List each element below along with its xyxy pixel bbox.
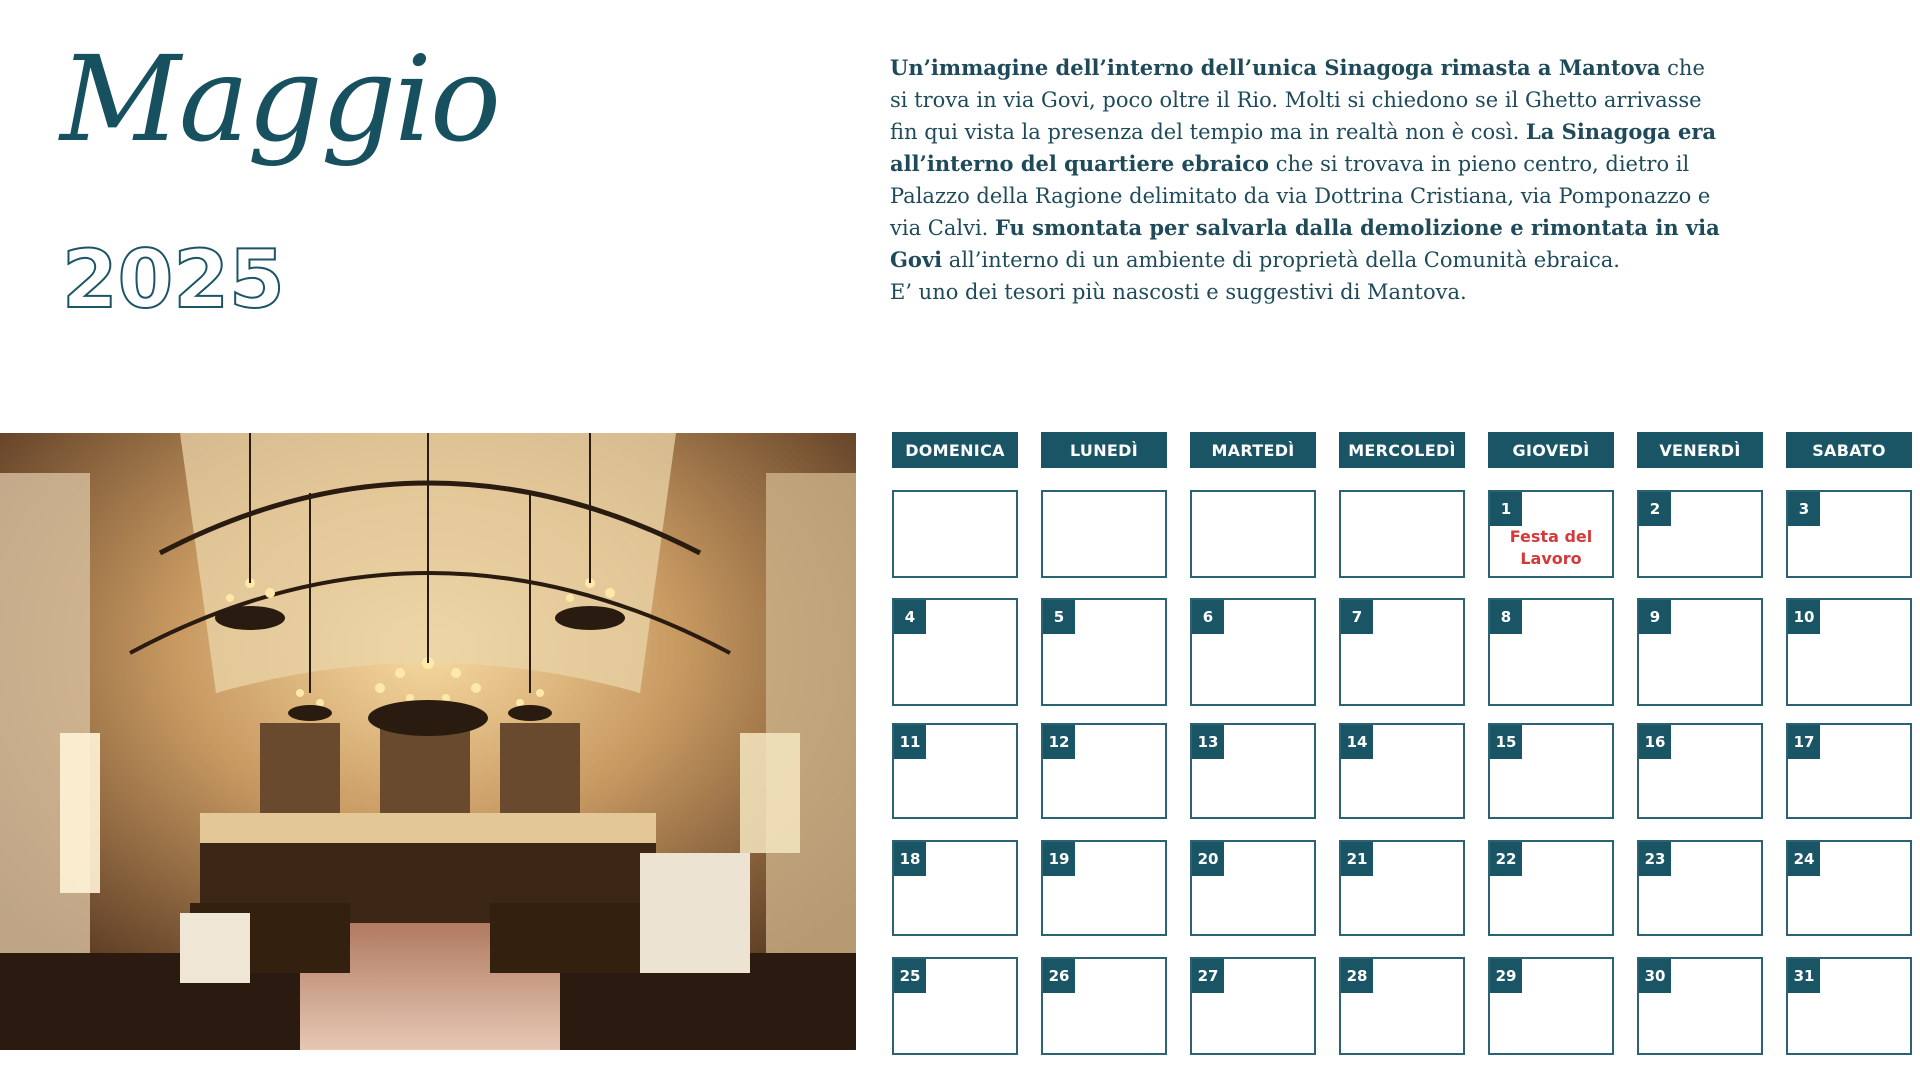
day-cell[interactable] — [892, 723, 1018, 819]
description-bold-text: Un’immagine dell’interno dell’unica Sinagoga rimasta a Mantova — [890, 55, 1661, 80]
day-cell[interactable] — [1041, 598, 1167, 706]
day-number: 26 — [1043, 959, 1075, 993]
day-number: 30 — [1639, 959, 1671, 993]
day-cell[interactable] — [1339, 598, 1465, 706]
year-label: 2025 — [62, 233, 285, 326]
day-cell[interactable] — [1190, 723, 1316, 819]
day-cell[interactable] — [892, 840, 1018, 936]
day-cell[interactable] — [1488, 490, 1614, 578]
day-cell[interactable] — [1339, 957, 1465, 1055]
day-cell[interactable] — [1339, 840, 1465, 936]
weekday-header: MERCOLEDÌ — [1339, 432, 1465, 468]
day-number: 19 — [1043, 842, 1075, 876]
day-number: 21 — [1341, 842, 1373, 876]
weekday-header: LUNEDÌ — [1041, 432, 1167, 468]
description-text-segment: all’interno di un ambiente di proprietà della Comunità ebraica. — [942, 248, 1620, 272]
day-cell[interactable] — [1041, 840, 1167, 936]
description-text-segment: che si trova in via Govi, poco oltre il Rio. Molti si chiedono se il Ghetto arrivasse fin qui vista la presenza del tempio ma in realtà non è così. — [890, 56, 1705, 144]
day-cell[interactable] — [892, 598, 1018, 706]
day-cell[interactable] — [1786, 957, 1912, 1055]
description-text-segment: che si trovava in pieno centro, dietro il Palazzo della Ragione delimitato da via Dottrina Cristiana, via Pomponazzo e via Calvi. — [890, 152, 1711, 240]
day-number: 7 — [1341, 600, 1373, 634]
day-cell[interactable] — [1637, 598, 1763, 706]
weekday-header: VENERDÌ — [1637, 432, 1763, 468]
day-number: 25 — [894, 959, 926, 993]
day-number: 4 — [894, 600, 926, 634]
day-number: 20 — [1192, 842, 1224, 876]
day-number: 24 — [1788, 842, 1820, 876]
day-cell[interactable] — [892, 957, 1018, 1055]
day-number: 2 — [1639, 492, 1671, 526]
day-cell[interactable] — [1041, 723, 1167, 819]
day-number: 8 — [1490, 600, 1522, 634]
weekday-header: MARTEDÌ — [1190, 432, 1316, 468]
day-number: 15 — [1490, 725, 1522, 759]
day-cell[interactable] — [1786, 490, 1912, 578]
weekday-header: GIOVEDÌ — [1488, 432, 1614, 468]
day-number: 12 — [1043, 725, 1075, 759]
description-bold-text: Fu smontata per salvarla dalla demolizione e rimontata in via Govi — [890, 215, 1720, 272]
day-number: 9 — [1639, 600, 1671, 634]
day-cell[interactable] — [1786, 723, 1912, 819]
day-number: 27 — [1192, 959, 1224, 993]
month-title: Maggio — [60, 30, 500, 168]
day-cell[interactable] — [1488, 840, 1614, 936]
day-number: 18 — [894, 842, 926, 876]
day-cell[interactable] — [1190, 840, 1316, 936]
day-cell[interactable] — [1190, 957, 1316, 1055]
day-cell[interactable] — [1339, 723, 1465, 819]
day-cell[interactable] — [1786, 598, 1912, 706]
day-cell[interactable] — [1488, 957, 1614, 1055]
day-cell[interactable] — [1637, 840, 1763, 936]
day-cell[interactable] — [1041, 957, 1167, 1055]
empty-day-cell[interactable] — [1190, 490, 1316, 578]
day-number: 28 — [1341, 959, 1373, 993]
day-cell[interactable] — [1637, 957, 1763, 1055]
weekday-header: SABATO — [1786, 432, 1912, 468]
day-cell[interactable] — [1637, 490, 1763, 578]
day-number: 5 — [1043, 600, 1075, 634]
day-number: 10 — [1788, 600, 1820, 634]
holiday-label: Festa del Lavoro — [1509, 527, 1593, 568]
day-number: 22 — [1490, 842, 1522, 876]
synagogue-photo — [0, 433, 856, 1050]
day-number: 29 — [1490, 959, 1522, 993]
day-number: 11 — [894, 725, 926, 759]
day-number: 1 — [1490, 492, 1522, 526]
description-text — [890, 52, 1720, 308]
day-number: 3 — [1788, 492, 1820, 526]
empty-day-cell[interactable] — [1041, 490, 1167, 578]
day-cell[interactable] — [1637, 723, 1763, 819]
day-cell[interactable] — [1786, 840, 1912, 936]
weekday-header: DOMENICA — [892, 432, 1018, 468]
day-number: 6 — [1192, 600, 1224, 634]
day-number: 14 — [1341, 725, 1373, 759]
day-number: 23 — [1639, 842, 1671, 876]
description-bold-text: La Sinagoga era all’interno del quartiere ebraico — [890, 119, 1716, 176]
day-number: 31 — [1788, 959, 1820, 993]
day-cell[interactable] — [1488, 723, 1614, 819]
empty-day-cell[interactable] — [892, 490, 1018, 578]
day-cell[interactable] — [1190, 598, 1316, 706]
day-number: 13 — [1192, 725, 1224, 759]
empty-day-cell[interactable] — [1339, 490, 1465, 578]
day-number: 17 — [1788, 725, 1820, 759]
day-number: 16 — [1639, 725, 1671, 759]
day-cell[interactable] — [1488, 598, 1614, 706]
description-text-segment: E’ uno dei tesori più nascosti e suggestivi di Mantova. — [890, 280, 1467, 304]
